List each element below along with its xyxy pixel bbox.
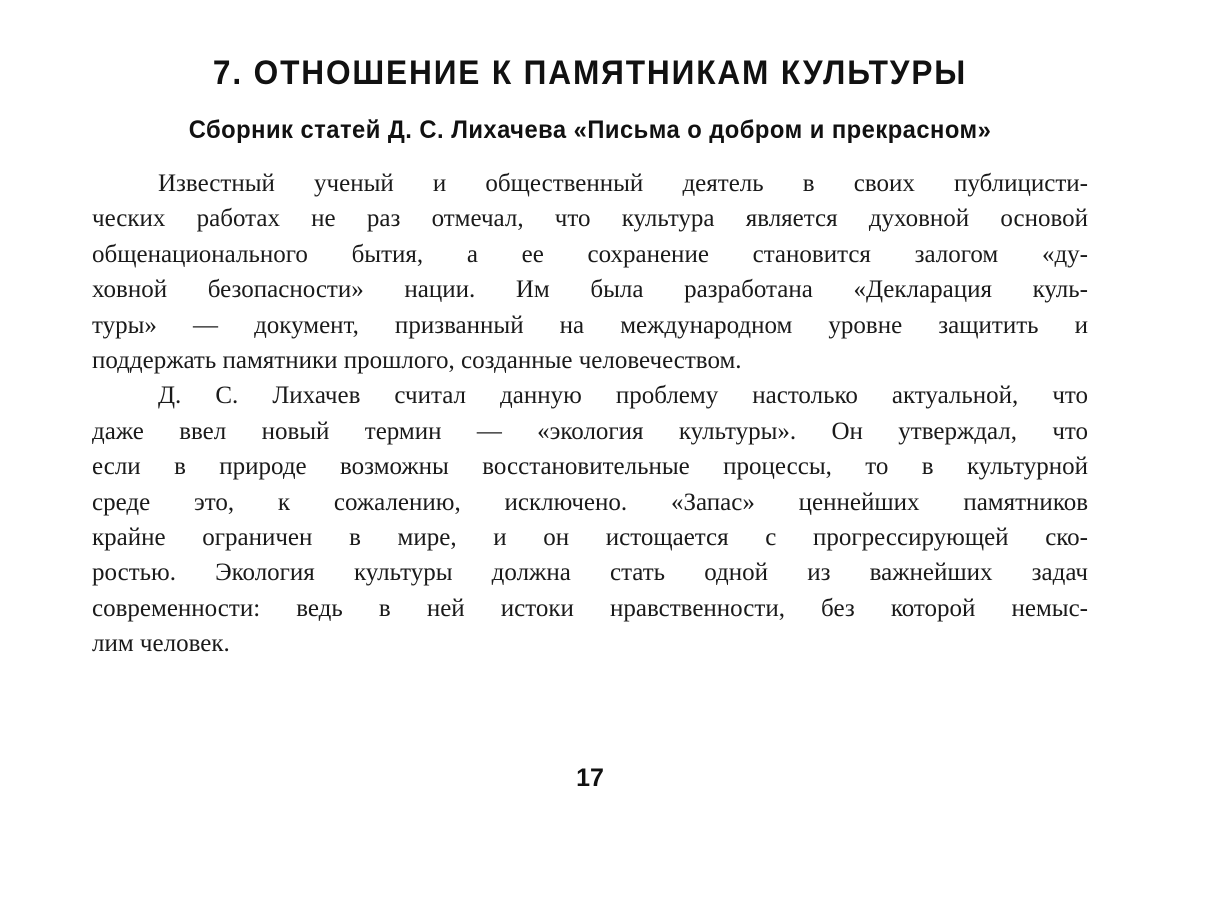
text-line: ростью. Экология культуры должна стать одной из важнейших задач	[92, 559, 1088, 587]
text-line: современности: ведь в ней истоки нравственности, без которой немыс-	[92, 594, 1088, 622]
text-line: ческих работах не раз отмечал, что культура является духовной основой	[92, 205, 1088, 233]
text-line: туры» — документ, призванный на международном уровне защитить и	[92, 311, 1088, 339]
text-line: среде это, к сожалению, исключено. «Запас» ценнейших памятников	[92, 488, 1088, 516]
paragraph-2	[92, 378, 1088, 661]
paragraph-1	[92, 166, 1088, 378]
section-subtitle: Сборник статей Д. С. Лихачева «Письма о добром и прекрасном»	[188, 116, 992, 144]
text-line: Д. С. Лихачев считал данную проблему настолько актуальной, что	[158, 382, 1088, 410]
text-line: ховной безопасности» нации. Им была разработана «Декларация куль-	[92, 276, 1088, 304]
text-line: Известный ученый и общественный деятель в своих публицисти-	[158, 170, 1088, 197]
body-text	[92, 166, 1088, 661]
chapter-title: 7. ОТНОШЕНИЕ К ПАМЯТНИКАМ КУЛЬТУРЫ	[212, 54, 968, 92]
text-line: общенационального бытия, а ее сохранение становится залогом «ду-	[92, 240, 1088, 268]
text-line: крайне ограничен в мире, и он истощается с прогрессирующей ско-	[92, 523, 1088, 551]
text-line: лим человек.	[92, 630, 230, 658]
text-line: даже ввел новый термин — «экология культуры». Он утверждал, что	[92, 417, 1088, 445]
page-number: 17	[576, 764, 604, 792]
text-line: если в природе возможны восстановительные процессы, то в культурной	[92, 453, 1088, 481]
text-line: поддержать памятники прошлого, созданные человечеством.	[92, 346, 742, 374]
